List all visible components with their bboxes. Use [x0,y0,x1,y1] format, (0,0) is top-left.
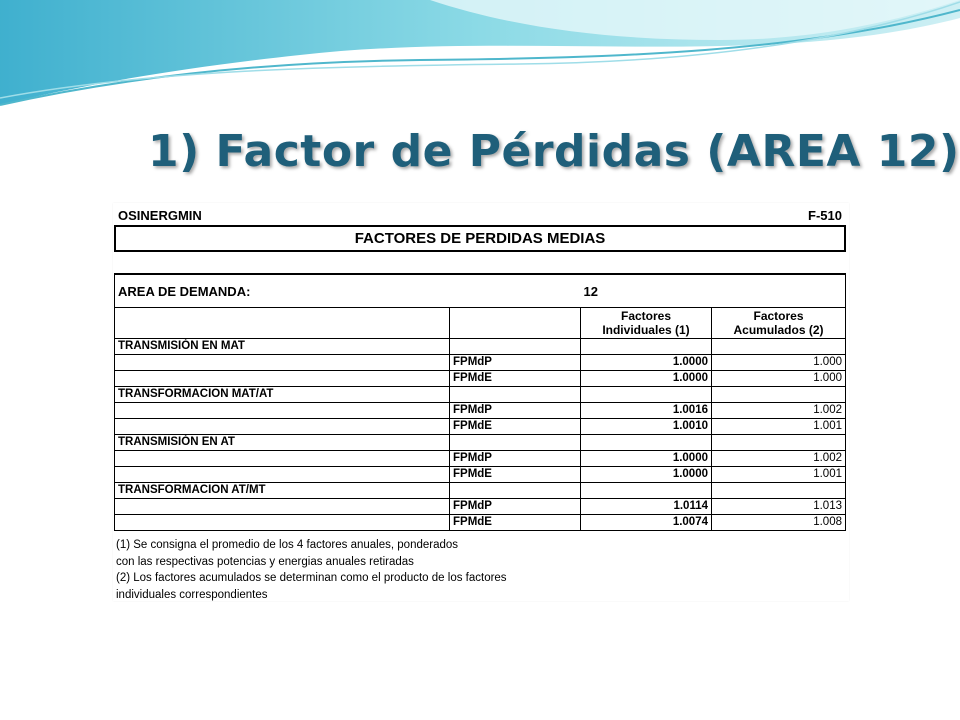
area-value-cell [581,274,846,308]
accumulated-factor: 1.000 [712,371,846,387]
area-label: AREA DE DEMANDA: [115,274,581,308]
factor-label: FPMdP [450,499,581,515]
individual-factor: 1.0000 [581,371,712,387]
form-code: F-510 [808,208,842,223]
accumulated-factor: 1.013 [712,499,846,515]
factor-row [115,515,846,531]
factor-row [115,467,846,483]
section-row [115,387,846,403]
section-name: TRANSFORMACION AT/MT [115,483,450,499]
accumulated-factor: 1.002 [712,403,846,419]
footnotes [116,537,816,603]
empty-cell [115,371,450,387]
individual-factor: 1.0010 [581,419,712,435]
factor-label: FPMdE [450,515,581,531]
footnote-line: con las respectivas potencias y energias anuales retiradas [116,555,414,568]
col-individual-header: Factores Individuales (1) [581,308,712,339]
factor-row [115,355,846,371]
accumulated-factor: 1.001 [712,419,846,435]
empty-cell [115,451,450,467]
section-name: TRANSFORMACION MAT/AT [115,387,450,403]
section-name: TRANSMISIÓN EN MAT [115,339,450,355]
area-value: 12 [583,283,598,299]
factor-label: FPMdP [450,403,581,419]
sheet-title: FACTORES DE PERDIDAS MEDIAS [114,225,846,252]
factors-sheet [113,203,849,601]
sheet-header [116,206,844,224]
accumulated-factor: 1.002 [712,451,846,467]
area-row [115,274,846,308]
factor-row [115,499,846,515]
factor-row [115,419,846,435]
individual-factor: 1.0000 [581,355,712,371]
factor-label: FPMdP [450,355,581,371]
individual-factor: 1.0000 [581,467,712,483]
empty-cell [115,419,450,435]
factor-label: FPMdE [450,467,581,483]
individual-factor: 1.0074 [581,515,712,531]
section-row [115,483,846,499]
column-header-row [115,308,846,339]
empty-cell [115,467,450,483]
factor-row [115,403,846,419]
section-row [115,435,846,451]
footnote-line: (1) Se consigna el promedio de los 4 factores anuales, ponderados [116,539,459,551]
top-wave-decoration [0,0,960,120]
footnote-line: individuales correspondientes [116,588,268,601]
empty-cell [115,515,450,531]
factors-table [114,273,846,531]
factor-label: FPMdE [450,419,581,435]
empty-cell [115,355,450,371]
accumulated-factor: 1.001 [712,467,846,483]
factor-label: FPMdE [450,371,581,387]
factor-row [115,371,846,387]
footnote-line: (2) Los factores acumulados se determinan como el producto de los factores [116,572,507,584]
slide-title: 1) Factor de Pérdidas (AREA 12) [148,126,960,177]
individual-factor: 1.0016 [581,403,712,419]
empty-cell [115,403,450,419]
section-name: TRANSMISIÓN EN AT [115,435,450,451]
factor-label: FPMdP [450,451,581,467]
factor-row [115,451,846,467]
empty-cell [115,499,450,515]
accumulated-factor: 1.000 [712,355,846,371]
org-name: OSINERGMIN [118,208,202,223]
individual-factor: 1.0000 [581,451,712,467]
individual-factor: 1.0114 [581,499,712,515]
accumulated-factor: 1.008 [712,515,846,531]
col-accumulated-header: Factores Acumulados (2) [712,308,846,339]
section-row [115,339,846,355]
